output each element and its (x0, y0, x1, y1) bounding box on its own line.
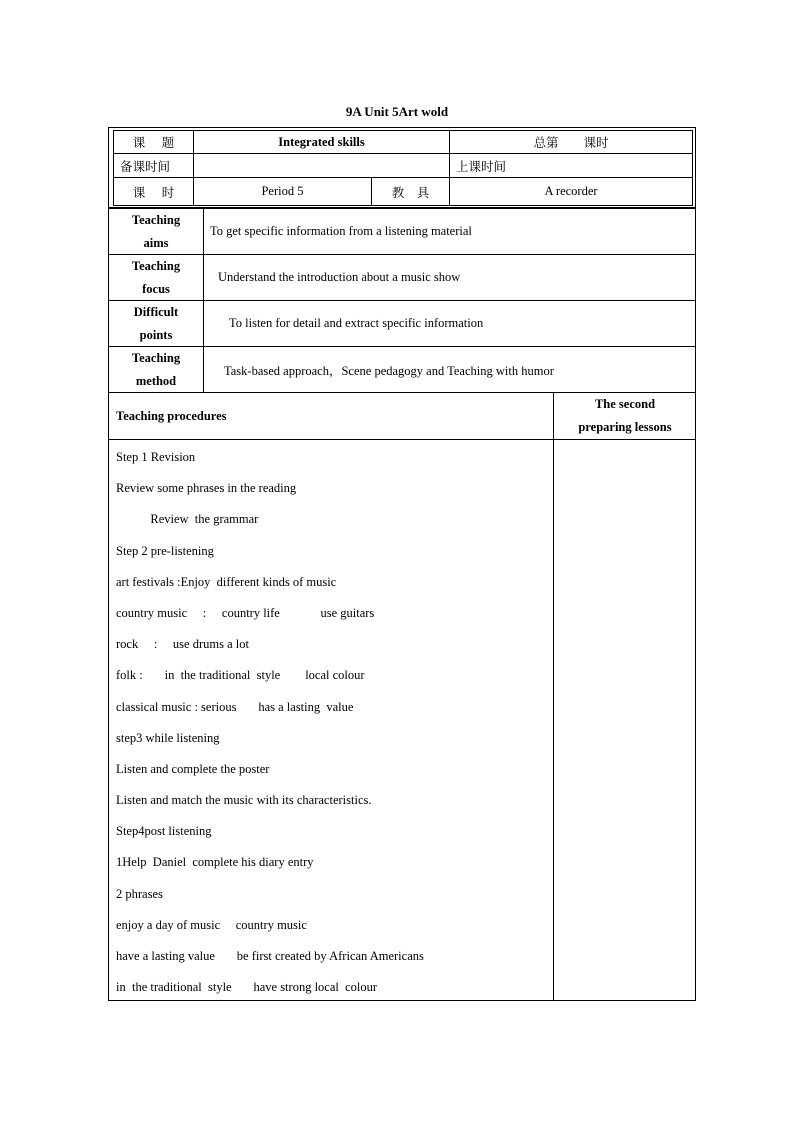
procedure-line: Listen and match the music with its characteristics. (116, 793, 372, 808)
procedure-line: classical music : serious has a lasting value (116, 699, 354, 714)
period-label: 课 时 (113, 177, 194, 206)
difficult-points-value: To listen for detail and extract specific information (229, 316, 484, 330)
teaching-focus-label: Teaching focus (109, 255, 204, 300)
teaching-method-value: Task-based approach，Scene pedagogy and Teaching with humor (224, 363, 554, 378)
difficult-points-row (108, 300, 696, 347)
teaching-aims-value: To get specific information from a listening material (210, 224, 472, 238)
teaching-focus-row (108, 254, 696, 301)
class-time-label: 上课时间 (449, 153, 693, 178)
prep-time-value (193, 153, 450, 178)
tools-label: 教 具 (371, 177, 450, 206)
prep-time-label: 备课时间 (113, 153, 194, 178)
procedure-line: step3 while listening (116, 730, 220, 745)
procedure-line: Review the grammar (116, 512, 259, 527)
second-preparing-header: The second preparing lessons (578, 397, 672, 434)
teaching-method-label: Teaching method (109, 347, 204, 392)
period-value: Period 5 (193, 177, 372, 206)
procedure-line: Step 2 pre-listening (116, 543, 214, 558)
teaching-aims-label: Teaching aims (109, 209, 204, 254)
procedure-line: Listen and complete the poster (116, 761, 270, 776)
procedure-lines (116, 445, 552, 1006)
teaching-aims-row (108, 208, 696, 255)
teaching-focus-value: Understand the introduction about a music show (218, 270, 461, 284)
procedures-table (108, 392, 696, 1001)
procedure-line: country music : country life use guitars (116, 605, 375, 620)
procedure-line: 2 phrases (116, 886, 163, 901)
procedures-header: Teaching procedures (116, 408, 227, 423)
procedure-line: in the traditional style have strong local colour (116, 980, 378, 995)
column-divider (553, 393, 554, 1000)
lesson-header-table (108, 127, 696, 208)
procedure-line: Step 1 Revision (116, 450, 196, 464)
header-divider (109, 439, 695, 440)
total-period-label: 总第 课时 (449, 130, 693, 154)
teaching-method-row (108, 346, 696, 393)
document-title: 9A Unit 5Art wold (345, 104, 449, 119)
procedure-line: enjoy a day of music country music (116, 917, 307, 932)
procedure-line: Review some phrases in the reading (116, 481, 297, 496)
topic-value: Integrated skills (193, 130, 450, 154)
procedure-line: have a lasting value be first created by African Americans (116, 949, 424, 963)
topic-label: 课 题 (113, 130, 194, 154)
procedure-line: art festivals :Enjoy different kinds of music (116, 574, 337, 589)
procedure-line: folk : in the traditional style local colour (116, 668, 365, 683)
procedure-line: rock : use drums a lot (116, 637, 249, 652)
procedure-line: Step4post listening (116, 824, 212, 839)
procedure-line: 1Help Daniel complete his diary entry (116, 855, 314, 870)
difficult-points-label: Difficult points (109, 301, 204, 346)
tools-value: A recorder (449, 177, 693, 206)
